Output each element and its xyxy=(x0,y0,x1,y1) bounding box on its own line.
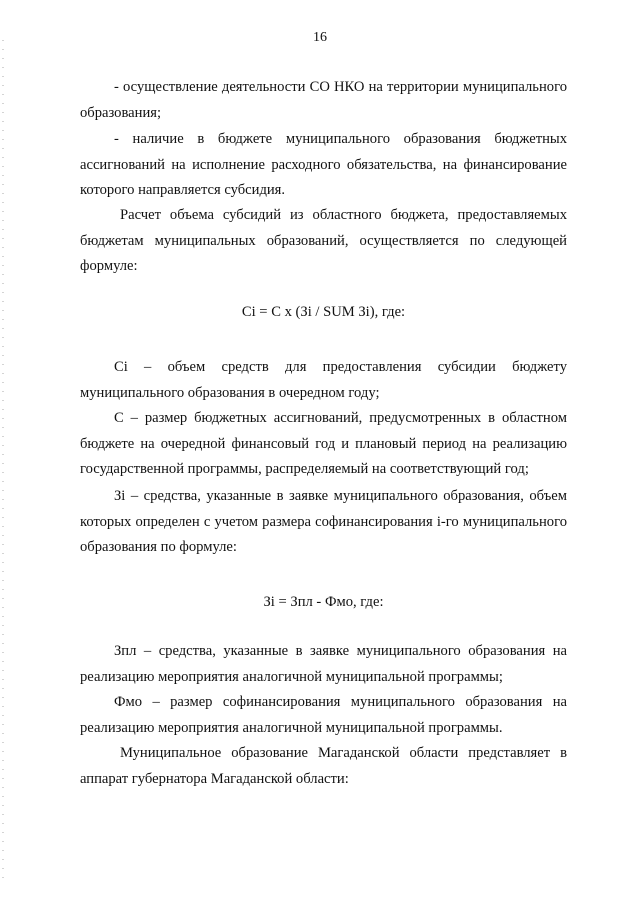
definition-zi: Зi – средства, указанные в заявке муниципального образования, объем которых определен с учетом размера софинансирования i-го муниципального образования по формуле: xyxy=(80,488,567,556)
formula-application: Зi = Зпл - Фмо, где: xyxy=(263,594,384,610)
paragraph-condition-2: - наличие в бюджете муниципального образования бюджетных ассигнований на исполнение расходного обязательства, на финансирование которого направляется субсидия. xyxy=(80,131,567,199)
definition-c: C – размер бюджетных ассигнований, предусмотренных в областном бюджете на очередной финансовый год и плановый период на реализацию государственной программы, распределяемый на соответствующий год; xyxy=(80,410,567,478)
page-number: 16 xyxy=(313,30,327,45)
paragraph-calculation-intro: Расчет объема субсидий из областного бюджета, предоставляемых бюджетам муниципальных образований, осуществляется по следующей формуле: xyxy=(80,207,567,275)
paragraph-closing: Муниципальное образование Магаданской области представляет в аппарат губернатора Магаданской области: xyxy=(80,745,567,787)
definition-zpl: Зпл – средства, указанные в заявке муниципального образования на реализацию мероприятия аналогичной муниципальной программы; xyxy=(80,643,567,685)
definition-fmo: Фмо – размер софинансирования муниципального образования на реализацию мероприятия аналогичной муниципальной программы. xyxy=(80,694,567,736)
paragraph-condition-1: - осуществление деятельности СО НКО на территории муниципального образования; xyxy=(80,79,567,121)
definition-ci: Ci – объем средств для предоставления субсидии бюджету муниципального образования в очередном году; xyxy=(80,359,567,401)
formula-subsidy: Ci = C x (Зi / SUM Зi), где: xyxy=(241,304,406,320)
scan-edge-marks xyxy=(2,40,4,880)
